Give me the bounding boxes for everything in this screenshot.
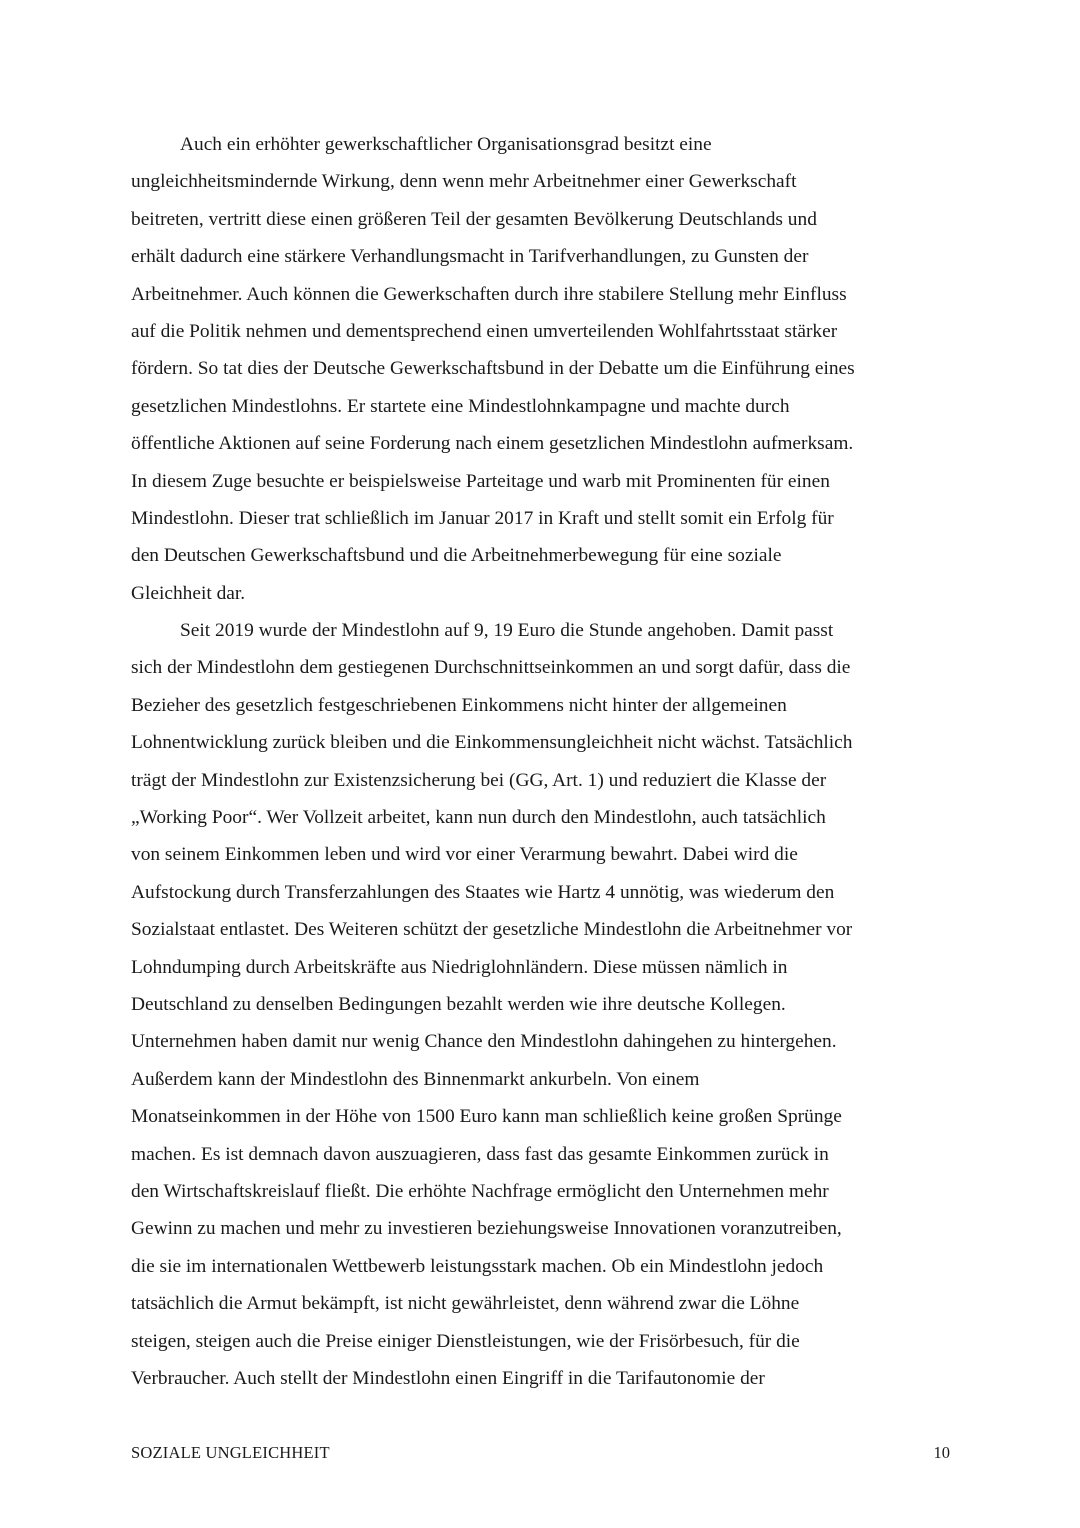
text-line: öffentliche Aktionen auf seine Forderung nach einem gesetzlichen Mindestlohn aufmerksam. bbox=[131, 433, 854, 455]
text-line: beitreten, vertritt diese einen größeren Teil der gesamten Bevölkerung Deutschlands und bbox=[131, 208, 817, 230]
text-line: Arbeitnehmer. Auch können die Gewerkschaften durch ihre stabilere Stellung mehr Einfluss bbox=[131, 283, 847, 305]
text-line: den Wirtschaftskreislauf fließt. Die erhöhte Nachfrage ermöglicht den Unternehmen mehr bbox=[131, 1180, 829, 1202]
text-line: Mindestlohn. Dieser trat schließlich im Januar 2017 in Kraft und stellt somit ein Erfolg für bbox=[131, 507, 834, 529]
text-line: steigen, steigen auch die Preise einiger Dienstleistungen, wie der Frisörbesuch, für die bbox=[131, 1330, 800, 1352]
text-line: Bezieher des gesetzlich festgeschriebenen Einkommens nicht hinter der allgemeinen bbox=[131, 694, 787, 716]
footer-title: SOZIALE UNGLEICHHEIT bbox=[131, 1443, 330, 1462]
text-line: Lohndumping durch Arbeitskräfte aus Niedriglohnländern. Diese müssen nämlich in bbox=[131, 956, 788, 978]
text-line: Außerdem kann der Mindestlohn des Binnenmarkt ankurbeln. Von einem bbox=[131, 1068, 700, 1090]
text-line: Sozialstaat entlastet. Des Weiteren schützt der gesetzliche Mindestlohn die Arbeitnehmer vor bbox=[131, 919, 853, 941]
text-line: machen. Es ist demnach davon auszuagieren, dass fast das gesamte Einkommen zurück in bbox=[131, 1143, 829, 1165]
text-line: fördern. So tat dies der Deutsche Gewerkschaftsbund in der Debatte um die Einführung eines bbox=[131, 358, 855, 380]
paragraph-2 bbox=[131, 612, 961, 1397]
text-line: den Deutschen Gewerkschaftsbund und die Arbeitnehmerbewegung für eine soziale bbox=[131, 545, 782, 567]
text-line: Monatseinkommen in der Höhe von 1500 Euro kann man schließlich keine großen Sprünge bbox=[131, 1106, 842, 1128]
text-line: sich der Mindestlohn dem gestiegenen Durchschnittseinkommen an und sorgt dafür, dass die bbox=[131, 657, 851, 679]
page-number: 10 bbox=[933, 1443, 950, 1462]
paragraph-1 bbox=[131, 126, 961, 612]
text-line: erhält dadurch eine stärkere Verhandlungsmacht in Tarifverhandlungen, zu Gunsten der bbox=[131, 246, 809, 268]
text-line: tatsächlich die Armut bekämpft, ist nicht gewährleistet, denn während zwar die Löhne bbox=[131, 1293, 800, 1315]
text-line: „Working Poor“. Wer Vollzeit arbeitet, kann nun durch den Mindestlohn, auch tatsächlich bbox=[131, 807, 826, 829]
text-line: Unternehmen haben damit nur wenig Chance den Mindestlohn dahingehen zu hintergehen. bbox=[131, 1031, 837, 1053]
body-text bbox=[131, 126, 961, 1397]
text-line: gesetzlichen Mindestlohns. Er startete eine Mindestlohnkampagne und machte durch bbox=[131, 395, 790, 417]
text-line: Gleichheit dar. bbox=[131, 582, 246, 604]
text-line: Lohnentwicklung zurück bleiben und die Einkommensungleichheit nicht wächst. Tatsächlich bbox=[131, 732, 853, 754]
text-line: Auch ein erhöhter gewerkschaftlicher Organisationsgrad besitzt eine bbox=[180, 134, 712, 155]
page-footer bbox=[131, 1440, 950, 1466]
text-line: Gewinn zu machen und mehr zu investieren beziehungsweise Innovationen voranzutreiben, bbox=[131, 1218, 842, 1240]
text-line: Deutschland zu denselben Bedingungen bezahlt werden wie ihre deutsche Kollegen. bbox=[131, 993, 786, 1015]
text-line: Aufstockung durch Transferzahlungen des Staates wie Hartz 4 unnötig, was wiederum den bbox=[131, 881, 835, 903]
text-line: Seit 2019 wurde der Mindestlohn auf 9, 19 Euro die Stunde angehoben. Damit passt bbox=[180, 620, 834, 642]
text-line: In diesem Zuge besuchte er beispielsweise Parteitage und warb mit Prominenten für einen bbox=[131, 470, 830, 492]
text-line: auf die Politik nehmen und dementsprechend einen umverteilenden Wohlfahrtsstaat stärker bbox=[131, 320, 838, 342]
text-line: trägt der Mindestlohn zur Existenzsicherung bei (GG, Art. 1) und reduziert die Klasse der bbox=[131, 769, 827, 791]
text-line: die sie im internationalen Wettbewerb leistungsstark machen. Ob ein Mindestlohn jedoch bbox=[131, 1255, 824, 1277]
text-line: ungleichheitsmindernde Wirkung, denn wenn mehr Arbeitnehmer einer Gewerkschaft bbox=[131, 171, 797, 193]
text-line: von seinem Einkommen leben und wird vor einer Verarmung bewahrt. Dabei wird die bbox=[131, 844, 798, 866]
text-line: Verbraucher. Auch stellt der Mindestlohn einen Eingriff in die Tarifautonomie der bbox=[131, 1367, 765, 1389]
